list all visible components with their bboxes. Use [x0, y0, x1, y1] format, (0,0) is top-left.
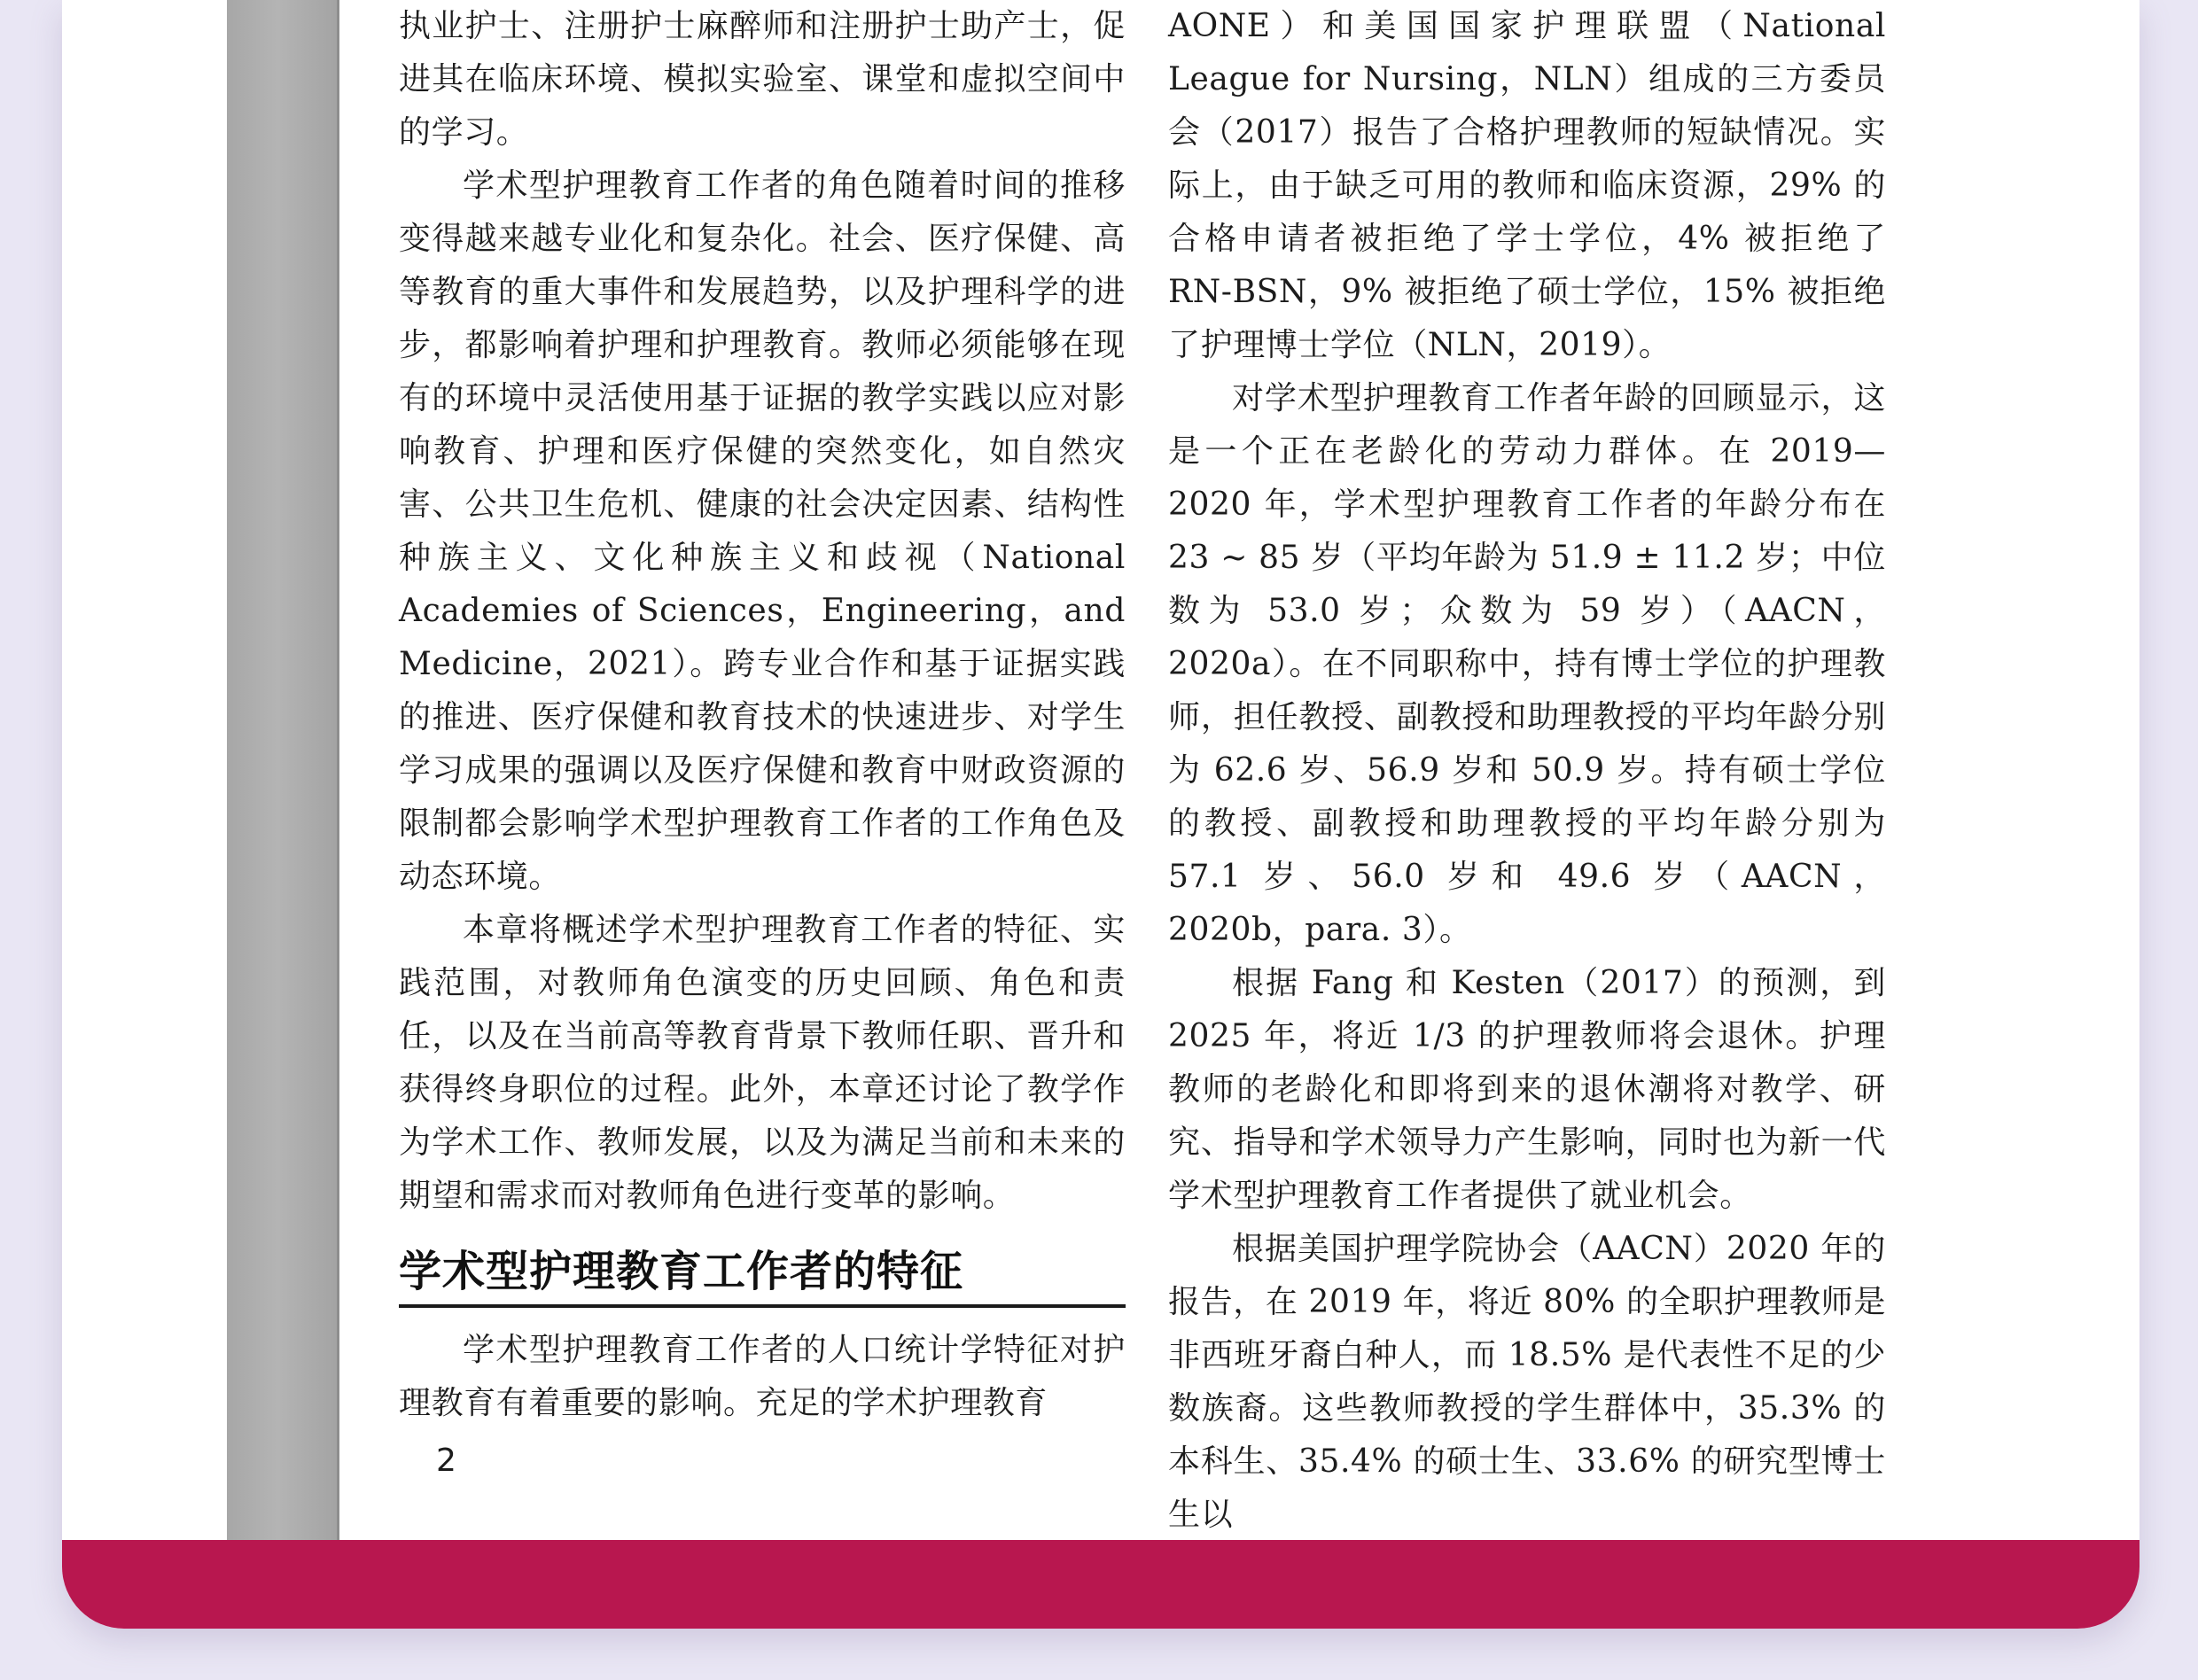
left-text-column	[399, 0, 1126, 1430]
paragraph: 根据 Fang 和 Kesten（2017）的预测，到 2025 年，将近 1/3 的护理教师将会退休。护理教师的老龄化和即将到来的退休潮将对教学、研究、指导和学术领导力产生影响，同时也为新一代学术型护理教育工作者提供了就业机会。	[1168, 965, 1886, 1214]
page-number: 2	[436, 1443, 456, 1479]
paragraph: 根据美国护理学院协会（AACN）2020 年的报告，在 2019 年，将近 80% 的全职护理教师是非西班牙裔白种人，而 18.5% 是代表性不足的少数族裔。这些教师教授的学生群体中，35.3% 的本科生、35.4% 的硕士生、33.6% 的研究型博士生以	[1168, 1231, 1886, 1533]
paragraph: 学术型护理教育工作者的人口统计学特征对护理教育有着重要的影响。充足的学术护理教育	[399, 1332, 1126, 1421]
paragraph: 本章将概述学术型护理教育工作者的特征、实践范围，对教师角色演变的历史回顾、角色和责任，以及在当前高等教育背景下教师任职、晋升和获得终身职位的过程。此外，本章还讨论了教学作为学术工作、教师发展，以及为满足当前和未来的期望和需求而对教师角色进行变革的影响。	[399, 912, 1126, 1214]
paragraph: 执业护士、注册护士麻醉师和注册护士助产士，促进其在临床环境、模拟实验室、课堂和虚拟空间中的学习。	[399, 8, 1126, 151]
book-page-card	[62, 0, 2140, 1629]
paragraph: AONE）和美国国家护理联盟（National League for Nursing，NLN）组成的三方委员会（2017）报告了合格护理教师的短缺情况。实际上，由于缺乏可用的教师和临床资源，29% 的合格申请者被拒绝了学士学位，4% 被拒绝了 RN-BSN，9% 被拒绝了硕士学位，15% 被拒绝了护理博士学位（NLN，2019）。	[1168, 8, 1886, 363]
paragraph: 学术型护理教育工作者的角色随着时间的推移变得越来越专业化和复杂化。社会、医疗保健、高等教育的重大事件和发展趋势，以及护理科学的进步，都影响着护理和护理教育。教师必须能够在现有的环境中灵活使用基于证据的教学实践以应对影响教育、护理和医疗保健的突然变化，如自然灾害、公共卫生危机、健康的社会决定因素、结构性种族主义、文化种族主义和歧视（National Academies of Sciences，Engineering，and Medicine，2021）。跨专业合作和基于证据实践的推进、医疗保健和教育技术的快速进步、对学生学习成果的强调以及医疗保健和教育中财政资源的限制都会影响学术型护理教育工作者的工作角色及动态环境。	[399, 167, 1126, 895]
section-heading: 学术型护理教育工作者的特征	[399, 1241, 1126, 1308]
page-edge-bar	[227, 0, 339, 1540]
right-text-column	[1168, 0, 1886, 1542]
paragraph: 对学术型护理教育工作者年龄的回顾显示，这是一个正在老龄化的劳动力群体。在 2019—2020 年，学术型护理教育工作者的年龄分布在 23 ~ 85 岁（平均年龄为 51.9 ± 11.2 岁；中位数为 53.0 岁；众数为 59 岁）（AACN，2020a）。在不同职称中，持有博士学位的护理教师，担任教授、副教授和助理教授的平均年龄分别为 62.6 岁、56.9 岁和 50.9 岁。持有硕士学位的教授、副教授和助理教授的平均年龄分别为 57.1 岁、56.0 岁和 49.6 岁（AACN，2020b，para. 3）。	[1168, 380, 1886, 948]
footer-band	[62, 1540, 2140, 1629]
